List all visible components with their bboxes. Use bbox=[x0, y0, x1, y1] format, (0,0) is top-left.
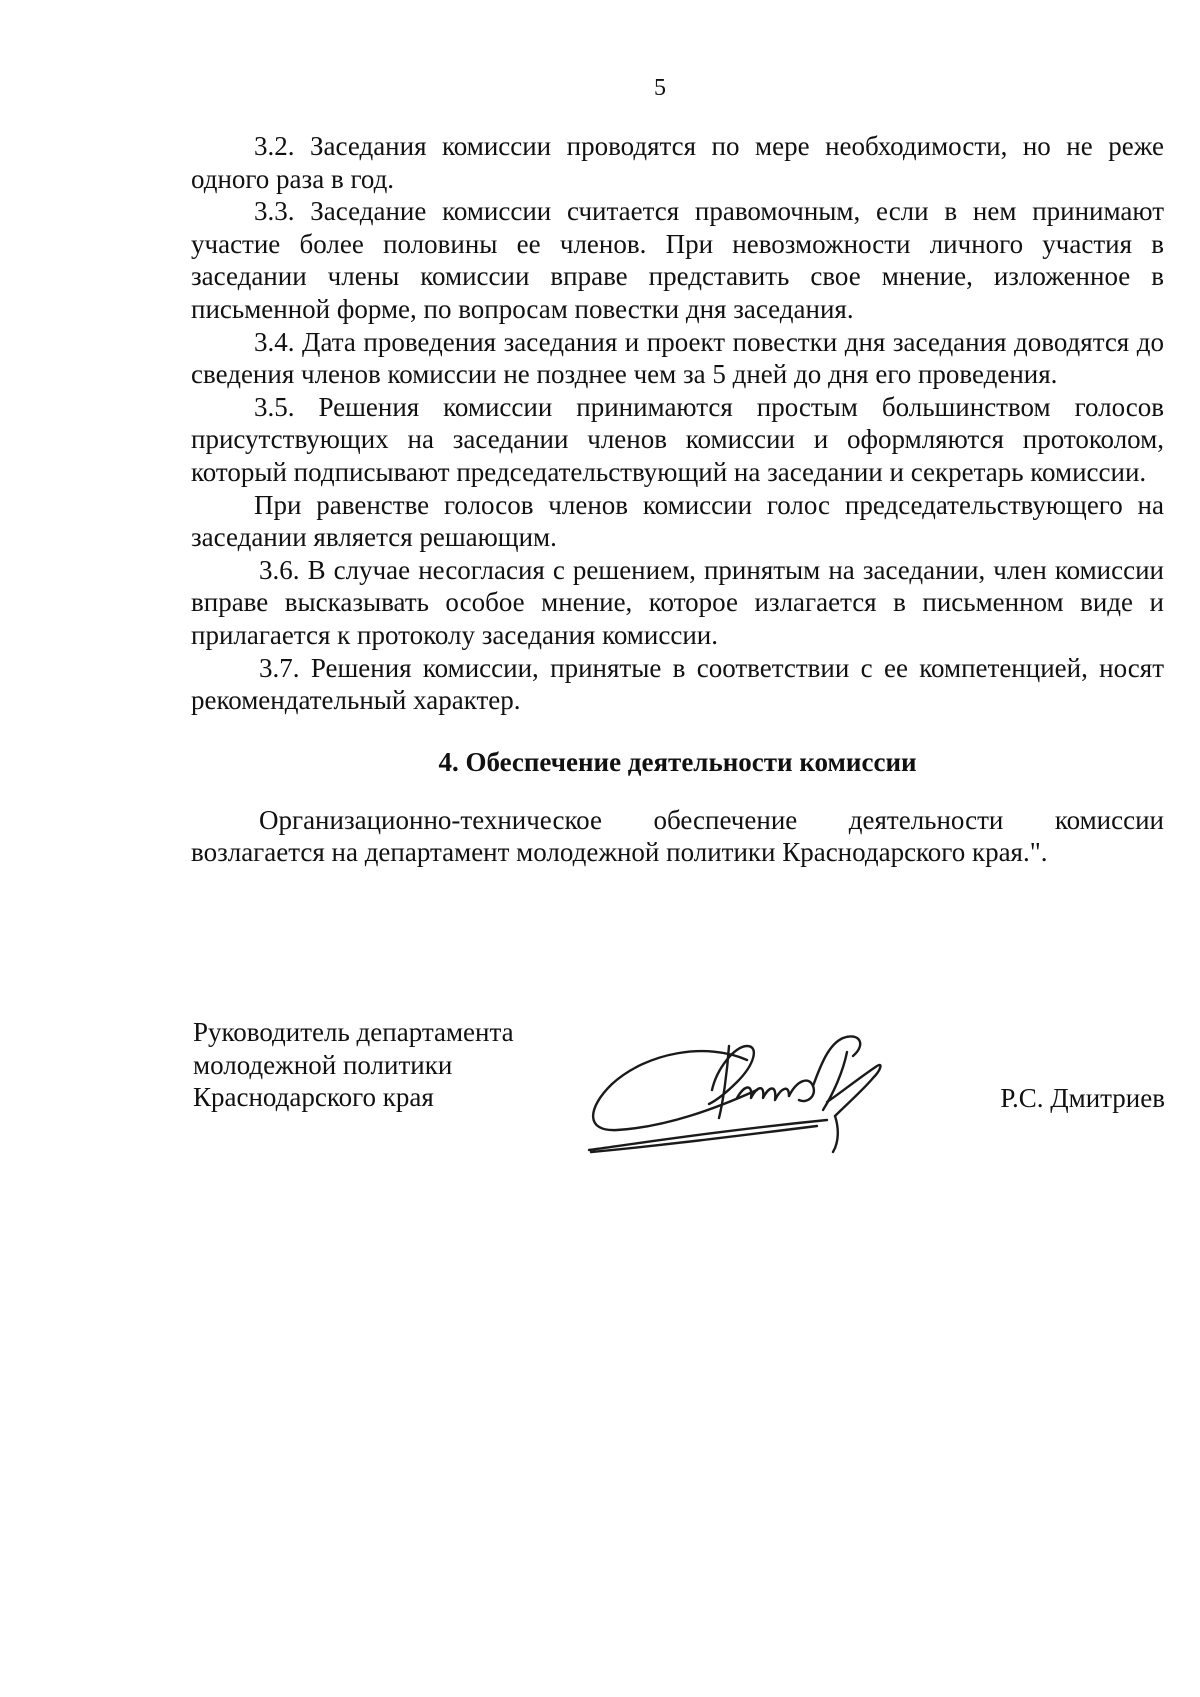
paragraph-3-2: 3.2. Заседания комиссии проводятся по мере необходимости, но не реже одного раза в год. bbox=[191, 131, 1164, 194]
signer-position-line-1: Руководитель департамента bbox=[193, 1017, 514, 1047]
paragraph-3-7: 3.7. Решения комиссии, принятые в соответствии с ее компетенцией, носят рекомендательный характер. bbox=[191, 652, 1164, 716]
signer-position bbox=[193, 1016, 514, 1114]
paragraph-4-support: Организационно-техническое обеспечение деятельности комиссии возлагается на департамент молодежной политики Краснодарского края.". bbox=[191, 804, 1164, 868]
paragraph-3-4: 3.4. Дата проведения заседания и проект повестки дня заседания доводятся до сведения членов комиссии не позднее чем за 5 дней до дня его проведения. bbox=[191, 326, 1164, 390]
paragraph-3-5: 3.5. Решения комиссии принимаются простым большинством голосов присутствующих на заседании членов комиссии и оформляются протоколом, который подписывают председательствующий на заседании и секретарь комиссии. bbox=[191, 391, 1164, 487]
signer-position-line-3: Краснодарского края bbox=[193, 1082, 434, 1112]
section-heading-4: 4. Обеспечение деятельности комиссии bbox=[438, 746, 917, 777]
paragraph-3-3: 3.3. Заседание комиссии считается правомочным, если в нем принимают участие более половины ее членов. При невозможности личного участия в заседании члены комиссии вправе представить свое мнение, изложенное в письменной форме, по вопросам повестки дня заседания. bbox=[191, 196, 1164, 324]
paragraph-3-6: 3.6. В случае несогласия с решением, принятым на заседании, член комиссии вправе высказывать особое мнение, которое излагается в письменном виде и прилагается к протоколу заседания комиссии. bbox=[191, 554, 1164, 650]
handwritten-signature-icon bbox=[577, 1024, 907, 1156]
document-body bbox=[191, 130, 1164, 869]
page-number: 5 bbox=[654, 75, 666, 101]
signer-name: Р.С. Дмитриев bbox=[1000, 1083, 1165, 1113]
paragraph-3-5-tie-vote: При равенстве голосов членов комиссии голос председательствующего на заседании является решающим. bbox=[191, 489, 1164, 553]
signature-block bbox=[193, 1016, 1165, 1156]
signer-position-line-2: молодежной политики bbox=[193, 1049, 453, 1080]
